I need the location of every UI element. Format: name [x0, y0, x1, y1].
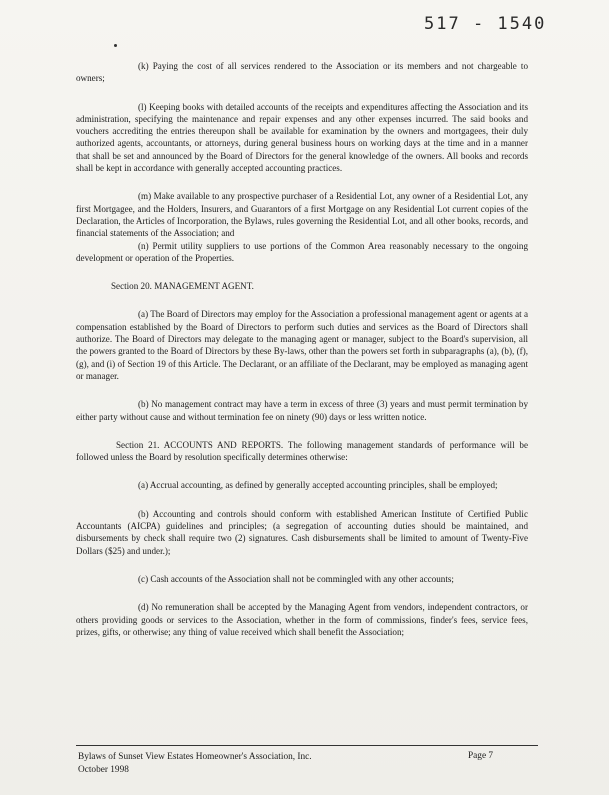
paragraph-m: (m) Make available to any prospective purchaser of a Residential Lot, any owner of a Residential Lot, any first Mortgagee, and the Holders, Insurers, and Guarantors of a first Mortgage on any Residential Lot current copies of the Declaration, the Articles of Incorporation, the Bylaws, rules governing the Residential Lot, and all other books, records, and financial statements of the Association; and — [76, 191, 528, 239]
body-text — [76, 60, 528, 638]
paragraph-k: (k) Paying the cost of all services rendered to the Association or its members and not chargeable to owners; — [76, 61, 528, 84]
paragraph-n: (n) Permit utility suppliers to use portions of the Common Area reasonably necessary to the ongoing development or operation of the Properties. — [76, 240, 528, 263]
section-21-c: (c) Cash accounts of the Association shall not be commingled with any other accounts; — [138, 573, 454, 584]
section-21-d: (d) No remuneration shall be accepted by the Managing Agent from vendors, independent contractors, or others providing goods or services to the Association, whether in the form of commissions, finder's fees, service fees, prizes, gifts, or otherwise; any thing of value received which shall benefit the Association; — [76, 602, 528, 637]
speck-mark — [114, 44, 117, 47]
section-21-b: (b) Accounting and controls should conform with established American Institute of Certified Public Accountants (AICPA) guidelines and principles; (a segregation of accounting duties should be maintained, and disbursements by check shall require two (2) signatures. Cash disbursements shall be limited to amount of Twenty-Five Dollars ($25) and under.); — [76, 508, 528, 556]
footer-date: October 1998 — [78, 765, 129, 775]
page-number: Page 7 — [468, 751, 494, 761]
footer-info — [78, 751, 312, 777]
section-20-a: (a) The Board of Directors may employ for the Association a professional management agent or agents at a compensation established by the Board of Directors to perform such duties and services as the Board of Directors shall authorize. The Board of Directors may delegate to the managing agent or manager, subject to the Board's supervision, all the powers granted to the Board of Directors by these By-laws, other than the powers set forth in subparagraphs (a), (b), (f), (g), and (i) of Section 19 of this Article. The Declarant, or an affiliate of the Declarant, may be employed as managing agent or manager. — [76, 309, 528, 381]
footer-divider — [76, 745, 538, 746]
paragraph-l: (l) Keeping books with detailed accounts of the receipts and expenditures affecting the Association and its administration, specifying the maintenance and repair expenses and any other expenses incurred. The said books and vouchers accrediting the entries thereupon shall be available for examination by the owners and mortgagees, their duly authorized agents, accountants, or attorneys, during general business hours on working days at the time and in a manner that shall be set and announced by the Board of Directors for the general knowledge of the owners. All books and records shall be kept in accordance with generally accepted accounting practices. — [76, 101, 528, 174]
recording-number: 517 - 1540 — [424, 14, 547, 34]
section-21-heading: Section 21. ACCOUNTS AND REPORTS. The following management standards of performance will be followed unless the Board by resolution specifically determines otherwise: — [76, 439, 528, 463]
section-20-heading: Section 20. MANAGEMENT AGENT. — [111, 281, 254, 292]
footer-title: Bylaws of Sunset View Estates Homeowner's Association, Inc. — [78, 752, 312, 762]
section-20-b: (b) No management contract may have a term in excess of three (3) years and must permit termination by either party without cause and without termination fee on ninety (90) days or less written notice. — [76, 399, 528, 422]
section-21-a: (a) Accrual accounting, as defined by generally accepted accounting principles, shall be employed; — [138, 480, 498, 491]
